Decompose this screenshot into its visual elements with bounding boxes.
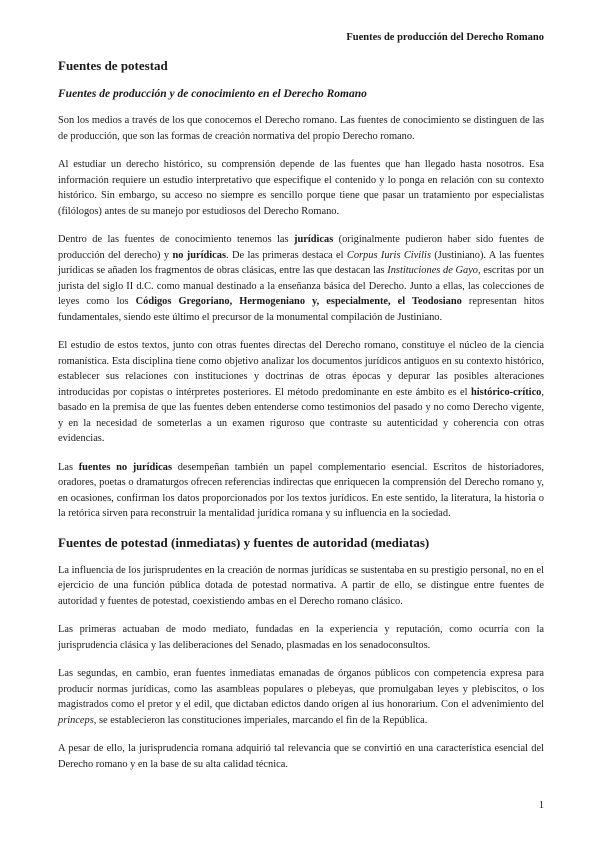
paragraph-segundas bbox=[58, 666, 544, 728]
paragraph-jurisprudentes: La influencia de los jurisprudentes en la creación de normas jurídicas se sustentaba en su prestigio personal, no en el ejercicio de una función pública dotada de potestad normativa. A partir de ello, se distingue entre fuentes de autoridad y fuentes de potestad, coexistiendo ambas en el Derecho romano clásico. bbox=[58, 564, 544, 607]
subsection-title-produccion-conocimiento: Fuentes de producción y de conocimiento en el Derecho Romano bbox=[58, 88, 367, 100]
text-run: (Justiniano). A las fuentes jurídicas se añaden los fragmentos de obras clásicas, entre las que destacan las bbox=[58, 249, 544, 276]
text-run: . De las primeras destaca el bbox=[226, 249, 347, 261]
bold-term-juridicas: jurídicas bbox=[293, 234, 334, 245]
text-run: Las segundas, en cambio, eran fuentes inmediatas emanadas de órganos públicos con competencia expresa para producir normas jurídicas, como las asambleas populares o plebeyas, que promulgaban leyes y plebiscitos, o los magistrados como el pretor y el edil, que dictaban edictos dando origen al ius honorarium. Con el advenimiento del bbox=[58, 668, 544, 710]
text-run: , basado en la premisa de que las fuentes deben entenderse como testimonios del pasado y no como Derecho vigente, y en la necesidad de someterlas a un examen riguroso que contraste su autenticidad y coherencia con otras evidencias. bbox=[58, 386, 544, 444]
section-title-potestad-autoridad: Fuentes de potestad (inmediatas) y fuentes de autoridad (mediatas) bbox=[58, 534, 430, 550]
bold-term-codigos: Códigos Gregoriano, Hermogeniano y, especialmente, el Teodosiano bbox=[135, 296, 462, 307]
bold-term-fuentes-no-juridicas: fuentes no jurídicas bbox=[78, 461, 173, 473]
page-number: 1 bbox=[538, 800, 544, 811]
section-title-fuentes-de-potestad: Fuentes de potestad bbox=[58, 58, 168, 73]
text-run: (originalmente pudieron haber sido fuentes de producción del derecho) y bbox=[58, 234, 544, 261]
text-run: representan hitos fundamentales, siendo este último el precursor de la monumental compilación de Justiniano. bbox=[58, 296, 544, 323]
italic-term-corpus-iuris-civilis: Corpus Iuris Civilis bbox=[346, 249, 431, 261]
text-run: , se establecieron las constituciones imperiales, marcando el fin de la República. bbox=[93, 714, 428, 726]
paragraph-medios: Son los medios a través de los que conocemos el Derecho romano. Las fuentes de conocimiento se distinguen de las de producción, que son las formas de creación normativa del propio Derecho romano. bbox=[58, 115, 544, 142]
text-run: Las bbox=[58, 461, 79, 473]
paragraph-primeras: Las primeras actuaban de modo mediato, fundadas en la experiencia y reputación, como ocurría con la jurisprudencia clásica y las deliberaciones del Senado, plasmadas en los senadoconsultos. bbox=[58, 624, 544, 651]
text-run: , escritas por un jurista del siglo II d.C. como manual destinado a la enseñanza básica del Derecho. Junto a ellas, las colecciones de leyes como los bbox=[58, 265, 544, 307]
bold-term-no-juridicas: no jurídicas bbox=[172, 249, 227, 261]
paragraph-relevancia: A pesar de ello, la jurisprudencia romana adquirió tal relevancia que se convirtió en una característica esencial del Derecho romano y en la base de su alta calidad técnica. bbox=[58, 743, 544, 770]
italic-term-princeps: princeps bbox=[58, 714, 94, 726]
paragraph-ciencia-romanistica bbox=[58, 338, 544, 447]
italic-term-instituciones-de-gayo: Instituciones de Gayo bbox=[387, 265, 478, 276]
running-header: Fuentes de producción del Derecho Romano bbox=[346, 32, 544, 43]
text-run: El estudio de estos textos, junto con otras fuentes directas del Derecho romano, constituye el núcleo de la ciencia romanística. Esta disciplina tiene como objetivo analizar los documentos jurídicos antiguos en su contexto histórico, establecer sus relaciones con instituciones y doctrinas de otras épocas y depurar las posibles alteraciones introducidas por copistas o intérpretes posteriores. El método predominante en este ámbito es el bbox=[58, 340, 544, 398]
text-run: desempeñan también un papel complementario esencial. Escritos de historiadores, oradores, poetas o dramaturgos ofrecen referencias indirectas que enriquecen la comprensión del Derecho romano y, en ocasiones, confirman los datos proporcionados por los textos jurídicos. En este sentido, la literatura, la historia o la retórica sirven para reconstruir la mentalidad jurídica romana y su influencia en la sociedad. bbox=[58, 461, 544, 519]
paragraph-derecho-historico: Al estudiar un derecho histórico, su comprensión depende de las fuentes que han llegado hasta nosotros. Esa información requiere un estudio interpretativo que especifique el contenido y lo ponga en relación con su contexto histórico. Sin embargo, su acceso no siempre es sencillo porque tiene que pasar un tratamiento por especialistas (filólogos) antes de su manejo por estudiosos del Derecho Romano. bbox=[58, 159, 544, 217]
bold-term-historico-critico: histórico-crítico bbox=[470, 386, 542, 398]
paragraph-fuentes-conocimiento bbox=[58, 232, 544, 325]
document-body bbox=[58, 58, 544, 785]
paragraph-fuentes-no-juridicas bbox=[58, 460, 544, 522]
text-run: Dentro de las fuentes de conocimiento tenemos las bbox=[58, 234, 294, 245]
